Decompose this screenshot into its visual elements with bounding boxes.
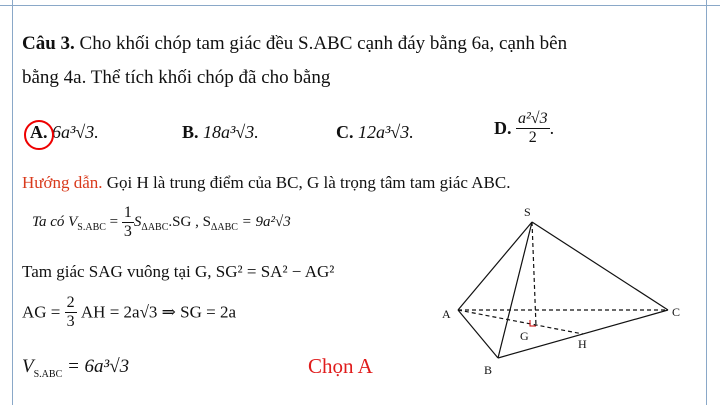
label-s: S	[524, 205, 531, 219]
selected-answer-circle	[24, 120, 54, 150]
solution-1-num: 1	[123, 204, 132, 221]
solution-3-num: 2	[66, 294, 75, 311]
label-b: B	[484, 363, 493, 377]
label-g: G	[520, 329, 529, 343]
label-h: H	[578, 337, 587, 351]
choice-b-value: 18a³√3.	[203, 122, 259, 142]
frame-left-line	[12, 0, 13, 405]
label-c: C	[672, 305, 681, 319]
solution-line-3	[22, 294, 236, 331]
solution-3-right: AH = 2a√3 ⇒ SG = 2a	[80, 302, 237, 322]
hint-label: Hướng dẫn.	[22, 173, 103, 192]
choice-c-letter: C.	[336, 122, 354, 142]
frame-top-line	[0, 5, 720, 6]
solution-1-end: = 9a²√3	[241, 214, 291, 230]
solution-1-fraction	[122, 204, 134, 241]
solution-1-rest: .SG , S	[168, 214, 211, 230]
solution-1-s: S	[133, 214, 142, 230]
solution-line-2	[22, 262, 334, 282]
choice-a-letter: A.	[30, 122, 48, 142]
solution-1-eq: =	[109, 214, 119, 230]
solution-4-left: V	[22, 356, 34, 377]
frame-right-line	[706, 0, 707, 405]
hint-text: Gọi H là trung điểm của BC, G là trọng tâm tam giác ABC.	[106, 173, 511, 192]
question-text-2: bằng 4a. Thể tích khối chóp đã cho bằng	[22, 67, 331, 88]
choice-a[interactable]	[30, 122, 99, 143]
question-text-1: Cho khối chóp tam giác đều S.ABC cạnh đáy bằng 6a, cạnh bên	[79, 33, 568, 54]
solution-2-text: Tam giác SAG vuông tại G, SG² = SA² − AG²	[22, 262, 335, 281]
solution-line-1	[32, 204, 291, 241]
choice-c-value: 12a³√3.	[358, 122, 414, 142]
solution-1-den: 3	[123, 223, 132, 240]
question-line-2	[22, 67, 330, 89]
solution-4-right: = 6a³√3	[66, 356, 130, 377]
label-a: A	[442, 307, 451, 321]
solution-3-den: 3	[66, 313, 75, 330]
choice-d-letter: D.	[494, 118, 512, 138]
solution-4-sub: S.ABC	[33, 369, 63, 380]
solution-3-left: AG =	[22, 302, 61, 322]
question-line-1	[22, 33, 567, 55]
choice-b[interactable]	[182, 122, 259, 143]
question-label: Câu 3.	[22, 33, 75, 54]
solution-1-s-sub: ΔABC	[141, 221, 169, 233]
hint-line	[22, 173, 510, 193]
choice-d-denominator: 2	[528, 129, 537, 146]
solution-1-rest-sub: ΔABC	[210, 221, 238, 233]
edge-sc	[532, 222, 668, 310]
choice-d-fraction	[516, 110, 550, 147]
pyramid-figure	[440, 200, 690, 400]
choice-b-letter: B.	[182, 122, 199, 142]
choice-d[interactable]: D. $\frac{\text{a²√3}}{2}$ .	[494, 110, 555, 146]
choice-d-numerator: a²√3	[518, 110, 548, 127]
edge-ab	[458, 310, 498, 358]
solution-3-fraction	[65, 294, 77, 331]
solution-1-prefix: Ta có V	[32, 214, 78, 230]
choice-a-value: 6a³√3.	[52, 122, 99, 142]
solution-line-4	[22, 356, 129, 380]
choice-c[interactable]	[336, 122, 414, 143]
solution-1-sub: S.ABC	[77, 221, 106, 233]
answer-label: Chọn A	[308, 354, 373, 378]
